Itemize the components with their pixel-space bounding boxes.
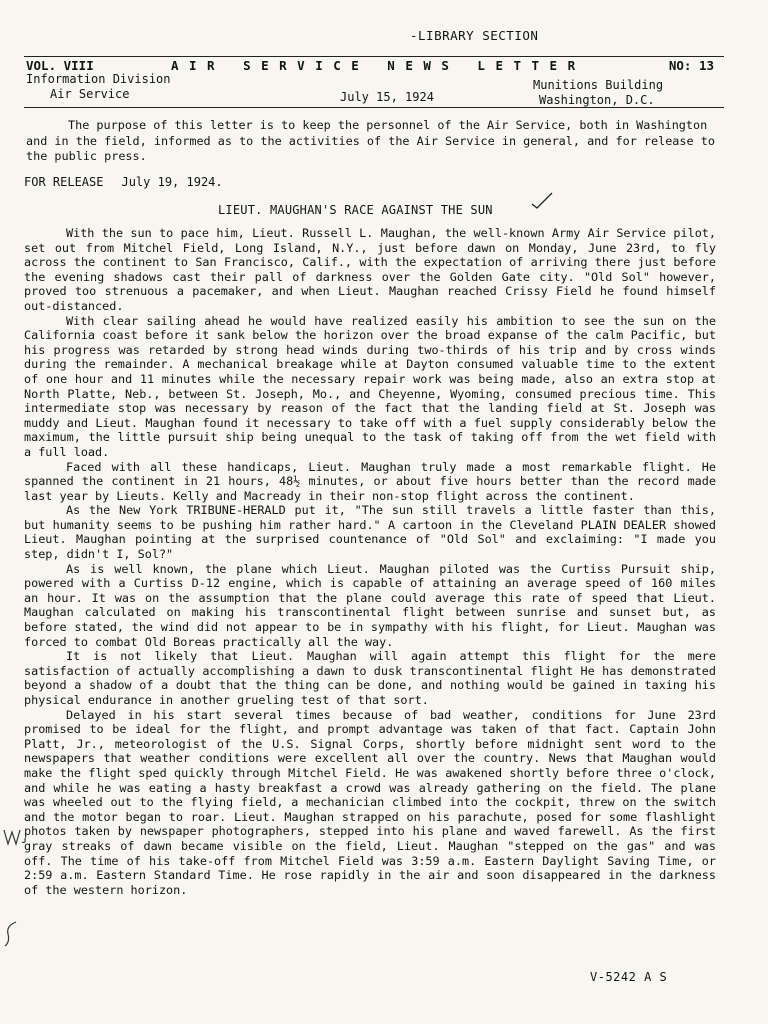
article-paragraph: With clear sailing ahead he would have realized easily his ambition to see the sun on the California coast before it sank below the horizon over the broad expanse of the calm Pacific, but his progress was retarded by strong head winds during two-thirds of his trip and by cross winds during the remainder. A mechanical breakage while at Dayton consumed valuable time to the extent of one hour and 11 minutes while the necessary repair work was being made, also an extra stop at North Platte, Neb., between St. Joseph, Mo., and Cheyenne, Wyoming, consumed precious time. This intermediate stop was necessary by reason of the fact that the landing field at St. Joseph was muddy and Lieut. Maughan found it necessary to take off with a fuel supply considerably below the maximum, the little pursuit ship being unequal to the task of taking off from the wet field with a full load.: [24, 313, 716, 459]
margin-bracket-mark: [2, 920, 22, 948]
margin-handwriting-mark: [2, 826, 28, 848]
purpose-statement: The purpose of this letter is to keep the personnel of the Air Service, both in Washington and in the field, informed as to the activities of the Air Service in general, and for release to the public press.: [26, 118, 715, 163]
checkmark-icon: [530, 190, 554, 210]
masthead-bottom-rule: [24, 107, 724, 108]
document-code: V-5242 A S: [590, 970, 668, 984]
org-line-2: Air Service: [50, 87, 130, 101]
location-line-2: Washington, D.C.: [539, 93, 655, 107]
library-section-stamp: -LIBRARY SECTION: [410, 28, 539, 43]
issue-number: NO: 13: [668, 58, 714, 73]
article-paragraph: As the New York TRIBUNE-HERALD put it, "The sun still travels a little faster than this, but humanity seems to be pushing him rather hard." A cartoon in the Cleveland PLAIN DEALER showed Lieut. Maughan pointing at the surprised countenance of "Old Sol" and exclaiming: "I made you step, didn't I, Sol?": [24, 503, 716, 562]
newsletter-title: AIR SERVICE NEWS LETTER: [171, 58, 586, 73]
release-line: [24, 175, 223, 189]
release-label: FOR RELEASE: [24, 175, 104, 189]
article-title: LIEUT. MAUGHAN'S RACE AGAINST THE SUN: [218, 203, 493, 217]
volume-label: VOL. VIII: [26, 58, 94, 73]
issuing-office: [26, 72, 171, 102]
org-line-1: Information Division: [26, 72, 171, 86]
article-body: [24, 226, 716, 897]
article-paragraph: It is not likely that Lieut. Maughan will again attempt this flight for the mere satisfaction of actually accomplishing a dawn to dusk transcontinental flight He has demonstrated beyond a shadow of a doubt that the thing can be done, and nothing would be gained in taxing his physical endurance in another grueling test of that sort.: [24, 649, 716, 707]
office-location: [533, 78, 663, 108]
article-paragraph: With the sun to pace him, Lieut. Russell L. Maughan, the well-known Army Air Service pilot, set out from Mitchel Field, Long Island, N.Y., just before dawn on Monday, June 23rd, to fly across the continent to San Francisco, Calif., with the expectation of arriving there just before the evening shadows cast their pall of darkness over the Golden Gate city. "Old Sol" however, proved too strenuous a pacemaker, and when Lieut. Maughan reached Crissy Field he found himself out-distanced.: [24, 226, 716, 313]
release-date: July 19, 1924.: [121, 175, 223, 189]
masthead-top-rule: [24, 56, 724, 57]
issue-date: July 15, 1924: [340, 90, 434, 104]
location-line-1: Munitions Building: [533, 78, 664, 92]
article-paragraph: Delayed in his start several times because of bad weather, conditions for June 23rd promised to be ideal for the flight, and prompt advantage was taken of that fact. Captain John Platt, Jr., meteorologist of the U.S. Signal Corps, shortly before midnight sent word to the newspapers that weather conditions were excellent all over the country. News that Maughan would make the flight sped quickly through Mitchel Field. He was awakened shortly before three o'clock, and while he was eating a hasty breakfast a crowd was already gathering on the field. The plane was wheeled out to the flying field, a mechanician climbed into the cockpit, threw on the switch and the motor began to roar. Lieut. Maughan strapped on his parachute, posed for some flashlight photos taken by newspaper photographers, stepped into his plane and waved farewell. As the first gray streaks of dawn became visible on the field, Lieut. Maughan "stepped on the gas" and was off. The time of his take-off from Mitchel Field was 3:59 a.m. Eastern Daylight Saving Time, or 2:59 a.m. Eastern Standard Time. He rose rapidly in the air and soon disappeared in the darkness of the western horizon.: [24, 707, 716, 897]
article-paragraph: Faced with all these handicaps, Lieut. Maughan truly made a most remarkable flight. He spanned the continent in 21 hours, 48½ minutes, or about five hours better than the record made last year by Lieuts. Kelly and Macready in their non-stop flight across the continent.: [24, 459, 716, 503]
article-paragraph: As is well known, the plane which Lieut. Maughan piloted was the Curtiss Pursuit ship, powered with a Curtiss D-12 engine, which is capable of attaining an average speed of 160 miles an hour. It was on the assumption that the plane could average this rate of speed that Lieut. Maughan calculated on making his transcontinental flight between sunrise and sunset but, as before stated, the wind did not appear to be in sympathy with his flight, for Lieut. Maughan was forced to combat Old Boreas practically all the way.: [24, 561, 716, 649]
